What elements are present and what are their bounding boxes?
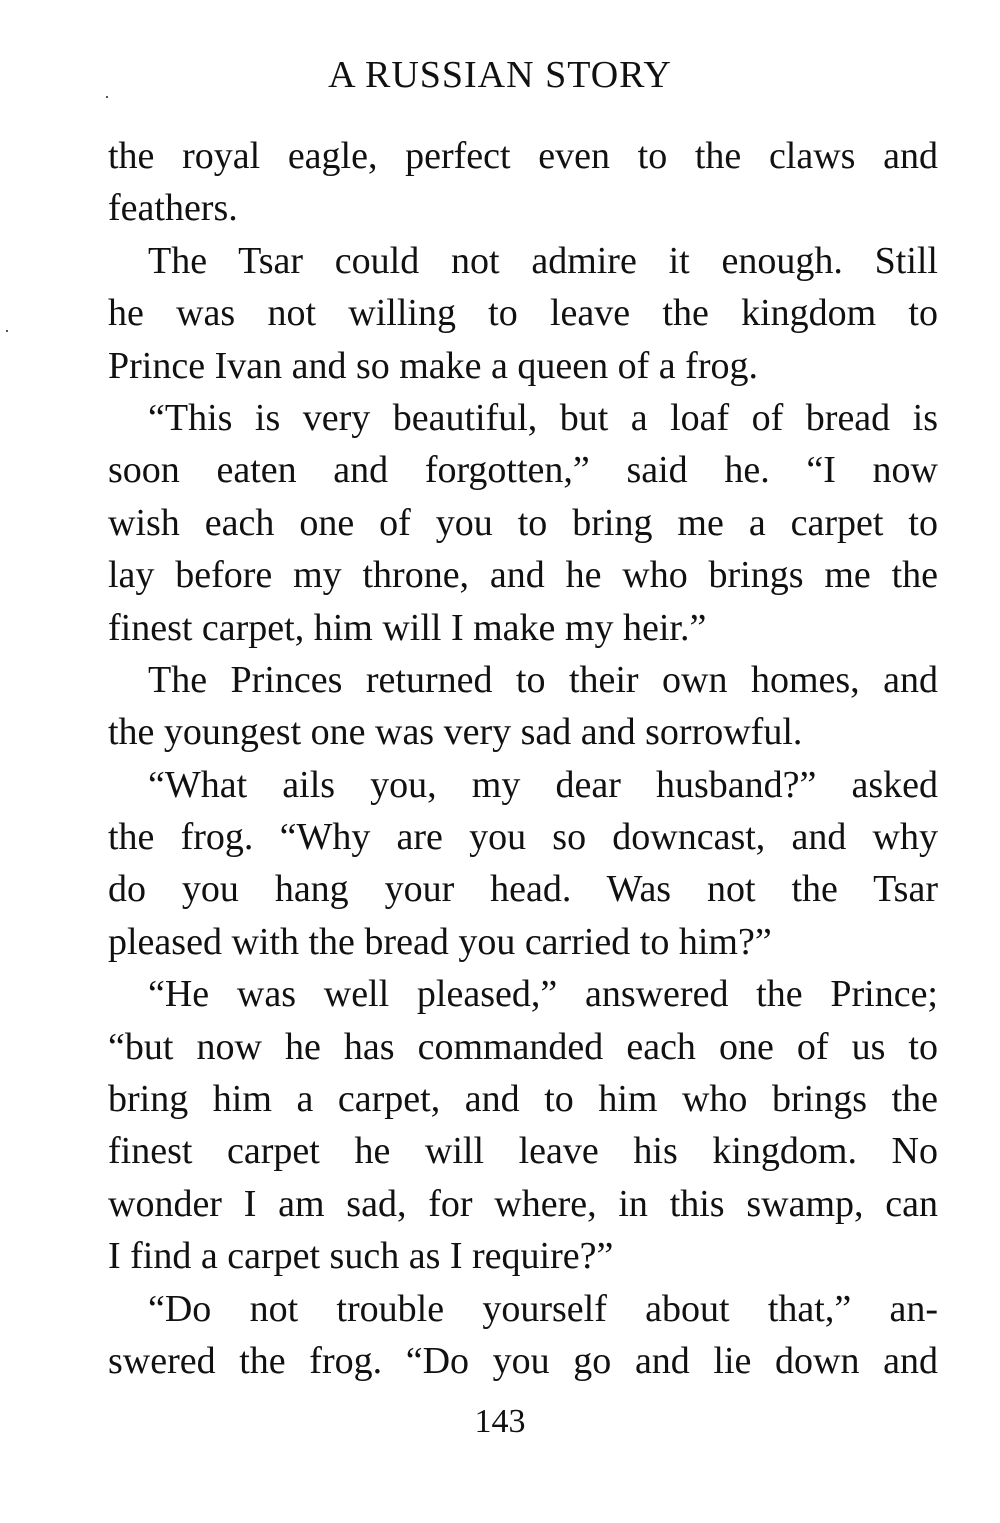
text-line: “Do not trouble yourself about that,” an- xyxy=(148,1287,938,1330)
text-line: the frog. “Why are you so downcast, and why xyxy=(108,816,938,859)
text-line: feathers. xyxy=(108,187,238,230)
text-line: Prince Ivan and so make a queen of a frog. xyxy=(108,344,758,387)
body-text xyxy=(108,130,938,1387)
text-line: the royal eagle, perfect even to the claws and xyxy=(108,135,938,177)
text-line: wish each one of you to bring me a carpet to xyxy=(108,501,938,544)
text-line: swered the frog. “Do you go and lie down and xyxy=(108,1339,938,1382)
text-line: pleased with the bread you carried to him?” xyxy=(108,920,772,963)
text-line: The Tsar could not admire it enough. Still xyxy=(148,239,938,282)
text-line: “This is very beautiful, but a loaf of bread is xyxy=(148,396,938,439)
page-number: 143 xyxy=(474,1403,526,1440)
margin-speck xyxy=(6,330,8,332)
text-line: The Princes returned to their own homes, and xyxy=(148,658,938,701)
text-line: the youngest one was very sad and sorrowful. xyxy=(108,711,803,754)
text-line: “What ails you, my dear husband?” asked xyxy=(148,763,938,806)
text-line: finest carpet he will leave his kingdom. No xyxy=(108,1130,938,1173)
text-line: he was not willing to leave the kingdom to xyxy=(108,292,938,335)
text-line: finest carpet, him will I make my heir.” xyxy=(108,606,707,649)
text-line: wonder I am sad, for where, in this swamp, can xyxy=(108,1182,938,1225)
running-head: A RUSSIAN STORY xyxy=(328,54,672,96)
text-line: bring him a carpet, and to him who brings the xyxy=(108,1078,938,1121)
text-line: lay before my throne, and he who brings me the xyxy=(108,554,938,597)
text-line: soon eaten and forgotten,” said he. “I now xyxy=(108,449,938,492)
text-line: I find a carpet such as I require?” xyxy=(108,1235,614,1278)
text-line: do you hang your head. Was not the Tsar xyxy=(108,868,938,911)
text-line: “but now he has commanded each one of us to xyxy=(108,1025,938,1068)
text-line: “He was well pleased,” answered the Prince; xyxy=(148,973,938,1016)
